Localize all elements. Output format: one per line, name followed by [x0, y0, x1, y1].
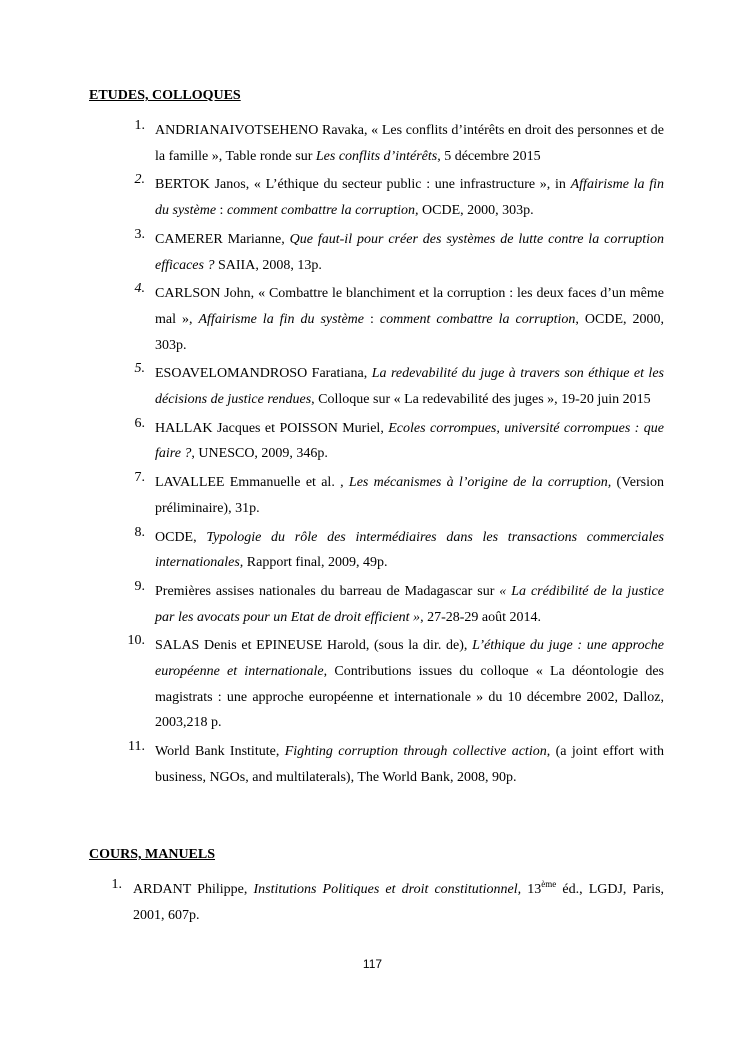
- list-item: [0, 877, 745, 928]
- list-item: [0, 227, 745, 278]
- list-item: [0, 579, 745, 630]
- list-item-text: ESOAVELOMANDROSO Faratiana, La redevabilité du juge à travers son éthique et les décisions de justice rendues, Colloque sur « La redevabilité des juges », 19-20 juin 2015: [155, 366, 664, 408]
- cours-list: [0, 877, 745, 931]
- list-number: 8.: [134, 524, 145, 540]
- list-item-text: ANDRIANAIVOTSEHENO Ravaka, « Les conflits d’intérêts en droit des personnes et de la famille », Table ronde sur Les conflits d’intérêts, 5 décembre 2015: [155, 123, 664, 164]
- list-item: [0, 172, 745, 223]
- list-item: [0, 633, 745, 736]
- list-number: 5.: [134, 361, 145, 377]
- list-number: 11.: [128, 739, 145, 755]
- etudes-list: [0, 118, 745, 794]
- list-number: 3.: [134, 226, 145, 242]
- list-item-text: Premières assises nationales du barreau de Madagascar sur « La crédibilité de la justice par les avocats pour un Etat de droit efficient », 27-28-29 août 2014.: [155, 583, 664, 625]
- list-number: 10.: [127, 633, 145, 649]
- list-item-text: CARLSON John, « Combattre le blanchiment et la corruption : les deux faces d’un même mal », Affairisme la fin du système : comment combattre la corruption, OCDE, 2000, 303p.: [155, 286, 664, 353]
- list-number: 4.: [134, 281, 145, 297]
- list-item: [0, 470, 745, 521]
- list-item: [0, 361, 745, 412]
- list-item-text: CAMERER Marianne, Que faut-il pour créer des systèmes de lutte contre la corruption efficaces ? SAIIA, 2008, 13p.: [155, 231, 664, 273]
- list-item: [0, 525, 745, 576]
- list-item-text: ARDANT Philippe, Institutions Politiques et droit constitutionnel, 13ème éd., LGDJ, Paris, 2001, 607p.: [133, 879, 665, 923]
- list-number: 1.: [111, 877, 122, 892]
- list-item-text: World Bank Institute, Fighting corruption through collective action, (a joint effort with business, NGOs, and multilaterals), The World Bank, 2008, 90p.: [155, 744, 664, 785]
- section-heading-etudes: ETUDES, COLLOQUES: [89, 88, 241, 103]
- list-number: 6.: [134, 415, 145, 431]
- list-item-text: HALLAK Jacques et POISSON Muriel, Ecoles corrompues, université corrompues : que faire ?, UNESCO, 2009, 346p.: [155, 420, 664, 462]
- list-item-text: LAVALLEE Emmanuelle et al. , Les mécanismes à l’origine de la corruption, (Version préliminaire), 31p.: [155, 475, 664, 516]
- list-item: [0, 281, 745, 358]
- list-number: 9.: [134, 578, 145, 594]
- list-item-text: SALAS Denis et EPINEUSE Harold, (sous la dir. de), L’éthique du juge : une approche européenne et internationale, Contributions issues du colloque « La déontologie des magistrats : une approche européenne et internationale » du 10 décembre 2002, Dalloz, 2003,218 p.: [155, 638, 665, 731]
- list-item-text: OCDE, Typologie du rôle des intermédiaires dans les transactions commerciales internationales, Rapport final, 2009, 49p.: [155, 529, 664, 571]
- list-item: [0, 739, 745, 790]
- list-number: 7.: [134, 470, 145, 486]
- list-number: 2.: [134, 172, 145, 188]
- list-item: [0, 416, 745, 467]
- list-item: [0, 118, 745, 169]
- section-heading-cours: COURS, MANUELS: [89, 847, 216, 862]
- page-number: 117: [362, 957, 383, 971]
- list-number: 1.: [134, 118, 145, 133]
- list-item-text: BERTOK Janos, « L’éthique du secteur public : une infrastructure », in Affairisme la fin du système : comment combattre la corruption, OCDE, 2000, 303p.: [155, 177, 665, 219]
